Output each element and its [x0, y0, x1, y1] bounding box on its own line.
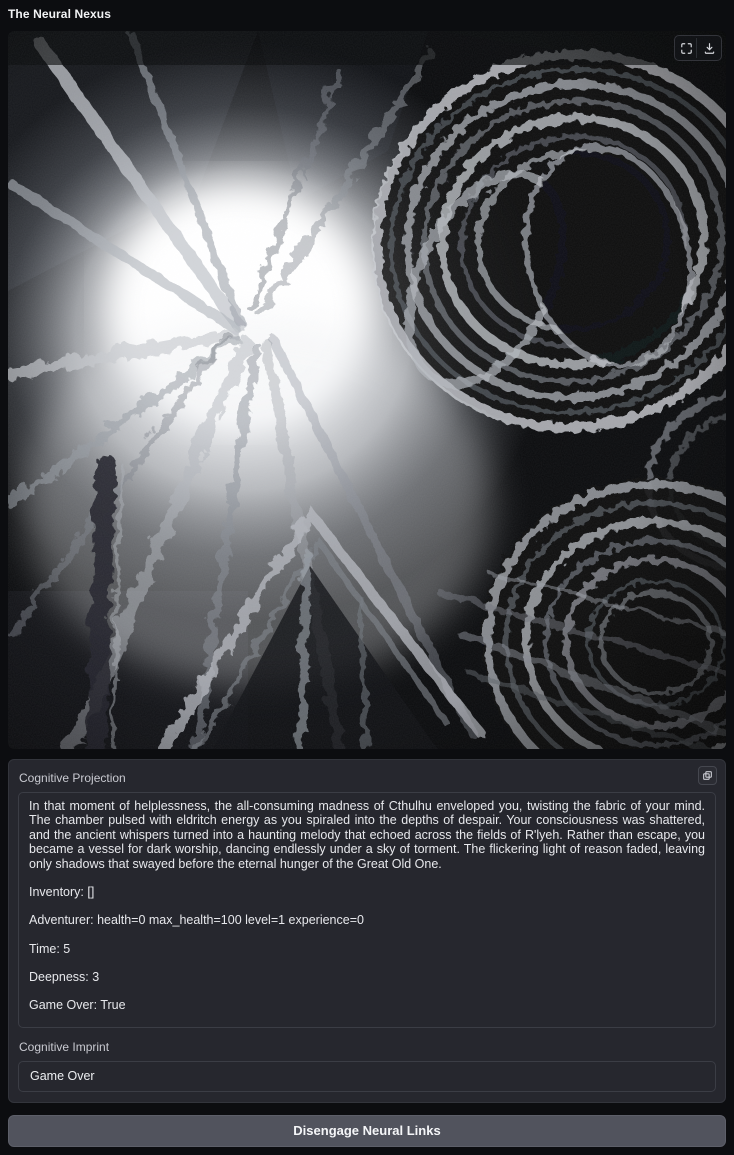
neural-nexus-artwork	[8, 31, 726, 749]
image-toolbar	[674, 35, 722, 61]
fullscreen-icon	[680, 42, 693, 55]
copy-icon	[702, 770, 713, 781]
fullscreen-button[interactable]	[677, 38, 697, 58]
page-title: The Neural Nexus	[8, 7, 111, 21]
download-button[interactable]	[699, 38, 719, 58]
download-icon	[703, 42, 716, 55]
imprint-label: Cognitive Imprint	[19, 1039, 110, 1054]
projection-stat-deepness: Deepness: 3	[29, 970, 100, 984]
projection-stat-time: Time: 5	[29, 941, 71, 956]
projection-paragraph: In that moment of helplessness, the all-consuming madness of Cthulhu enveloped you, twisting the fabric of your mind. The chamber pulsed with eldritch energy as you spiraled into the depths of despair. Your consciousness was shattered, and the ancient whispers turned into a haunting melody that echoed across the fields of R'lyeh. Rather than escape, you became a vessel for dark worship, dancing endlessly under a sky of torment. The flickering light of reason faded, leaving only shadows that swayed before the eternal hunger of the Great Old One.	[29, 799, 705, 871]
projection-stat-inventory: Inventory: []	[29, 884, 95, 899]
disengage-button[interactable]: Disengage Neural Links	[8, 1115, 726, 1147]
projection-stat-adventurer: Adventurer: health=0 max_health=100 level=1 experience=0	[29, 913, 364, 928]
projection-panel	[8, 759, 726, 1103]
copy-button[interactable]	[698, 766, 717, 785]
imprint-input[interactable]	[18, 1061, 716, 1092]
scene-image-block	[8, 31, 726, 749]
projection-stat-gameover: Game Over: True	[29, 998, 126, 1013]
projection-label: Cognitive Projection	[19, 771, 126, 785]
projection-output[interactable]	[18, 792, 716, 1028]
